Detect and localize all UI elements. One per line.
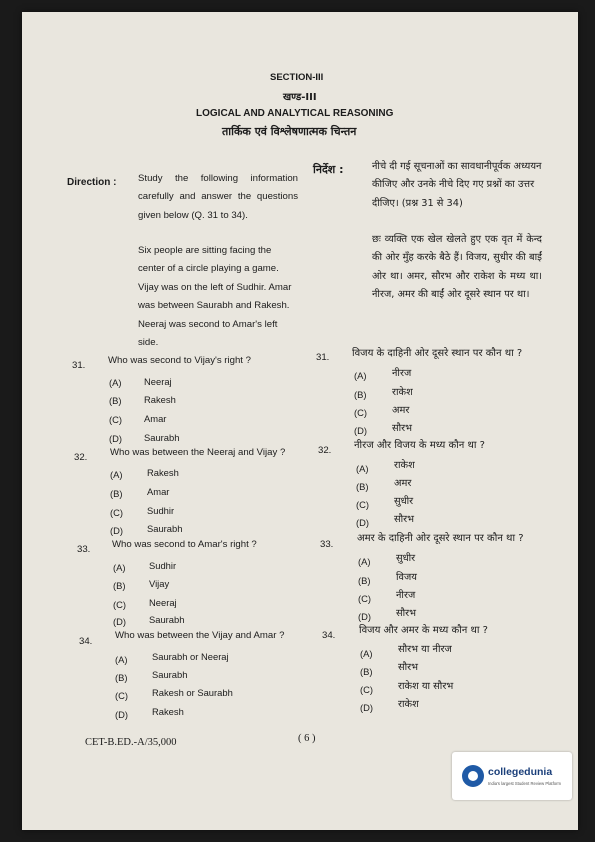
question-number: 31. — [316, 352, 330, 363]
question-text: विजय के दाहिनी ओर दूसरे स्थान पर कौन था ? — [352, 348, 523, 359]
option-label: (B) — [358, 575, 371, 586]
option-text: Rakesh — [147, 467, 179, 478]
option-text: विजय — [396, 572, 417, 583]
option-text: Vijay — [149, 578, 170, 589]
title-hi: तार्किक एवं विश्लेषणात्मक चिन्तन — [222, 125, 357, 138]
option-label: (D) — [110, 525, 124, 536]
option-label: (B) — [360, 666, 373, 677]
option-label: (B) — [113, 580, 126, 591]
option-label: (D) — [113, 616, 127, 627]
paper-code: CET-B.ED.-A/35,000 — [85, 737, 177, 748]
option-text: Saurabh — [149, 614, 185, 625]
option-text: अमर — [394, 478, 412, 489]
option-label: (B) — [354, 389, 367, 400]
option-text: Amar — [147, 486, 170, 497]
direction-text-hi: नीचे दी गई सूचनाओं का सावधानीपूर्वक अध्ययन कीजिए और उनके नीचे दिए गए प्रश्नों का उत्तर दीजिए। (प्रश्न 31 से 34) — [372, 161, 542, 209]
option-label: (A) — [109, 377, 122, 388]
section-heading-en: SECTION-III — [270, 72, 324, 83]
option-label: (B) — [110, 488, 123, 499]
collegedunia-logo-icon — [462, 765, 484, 787]
option-text: Saurabh — [152, 669, 188, 680]
option-text: नीरज — [392, 368, 412, 379]
question-number: 31. — [72, 360, 86, 371]
option-label: (B) — [109, 395, 122, 406]
question-number: 33. — [320, 539, 334, 550]
option-label: (C) — [113, 599, 127, 610]
option-label: (D) — [356, 517, 370, 528]
option-text: Rakesh — [144, 394, 176, 405]
option-label: (C) — [358, 593, 372, 604]
option-label: (A) — [354, 370, 367, 381]
option-label: (A) — [110, 469, 123, 480]
question-text: Who was second to Amar's right ? — [112, 539, 257, 550]
option-text: सौरभ या नीरज — [398, 644, 452, 655]
option-label: (A) — [115, 654, 128, 665]
option-text: Saurabh or Neeraj — [152, 651, 229, 662]
question-number: 32. — [74, 452, 88, 463]
watermark-tagline: India's largest Student Review Platform — [488, 781, 561, 786]
option-text: Neeraj — [144, 376, 172, 387]
option-text: सौरभ — [398, 662, 419, 673]
watermark-brand: collegedunia — [488, 766, 553, 778]
option-label: (D) — [109, 433, 123, 444]
question-text: विजय और अमर के मध्य कौन था ? — [359, 625, 488, 636]
question-text: अमर के दाहिनी ओर दूसरे स्थान पर कौन था ? — [357, 533, 524, 544]
option-text: Sudhir — [149, 560, 177, 571]
option-label: (D) — [358, 611, 372, 622]
option-text: सुधीर — [394, 496, 414, 507]
option-text: Rakesh or Saurabh — [152, 687, 233, 698]
option-text: राकेश — [394, 460, 415, 471]
question-text: Who was between the Vijay and Amar ? — [115, 630, 285, 641]
option-label: (C) — [110, 507, 124, 518]
direction-label-hi: निर्देश : — [313, 163, 344, 176]
passage-hi: छः व्यक्ति एक खेल खेलते हुए एक वृत में केन्द की ओर मुँह करके बैठे हैं। विजय, सुधीर की बाईं ओर था। अमर, सौरभ और राकेश के मध्य था। नीरज, अमर की बाईं ओर दूसरे स्थान पर था। — [372, 234, 542, 301]
option-text: Sudhir — [147, 505, 175, 516]
option-label: (A) — [356, 463, 369, 474]
option-text: सुधीर — [396, 553, 416, 564]
option-text: नीरज — [396, 590, 416, 601]
question-text: नीरज और विजय के मध्य कौन था ? — [354, 440, 485, 451]
passage-en: Six people are sitting facing the center of a circle playing a game. Vijay was on the left of Sudhir. Amar was between Saurabh and Rakesh. Neeraj was second to Amar's left side. — [138, 245, 292, 349]
collegedunia-watermark — [452, 752, 572, 800]
option-label: (C) — [354, 407, 368, 418]
option-text: राकेश — [392, 387, 413, 398]
option-label: (D) — [354, 425, 368, 436]
section-heading-hi: खण्ड-III — [283, 92, 317, 103]
option-label: (A) — [358, 556, 371, 567]
option-label: (C) — [356, 499, 370, 510]
option-label: (C) — [360, 684, 374, 695]
question-text: Who was between the Neeraj and Vijay ? — [110, 447, 286, 458]
option-label: (B) — [356, 481, 369, 492]
option-text: Amar — [144, 413, 167, 424]
option-label: (C) — [109, 414, 123, 425]
page-number: ( 6 ) — [298, 733, 316, 744]
option-text: Saurabh — [147, 523, 183, 534]
direction-label-en: Direction : — [67, 177, 117, 188]
question-number: 34. — [322, 630, 336, 641]
option-text: सौरभ — [392, 423, 413, 434]
option-text: राकेश — [398, 699, 419, 710]
option-label: (B) — [115, 672, 128, 683]
option-label: (A) — [360, 648, 373, 659]
direction-text-en: Study the following information carefully and answer the questions given below (Q. 31 to 34). — [138, 173, 298, 221]
option-text: सौरभ — [396, 608, 417, 619]
option-text: Saurabh — [144, 432, 180, 443]
question-number: 33. — [77, 544, 91, 555]
option-label: (D) — [115, 709, 129, 720]
option-label: (A) — [113, 562, 126, 573]
option-text: Rakesh — [152, 706, 184, 717]
question-number: 32. — [318, 445, 332, 456]
title-en: LOGICAL AND ANALYTICAL REASONING — [196, 108, 394, 119]
option-text: अमर — [392, 405, 410, 416]
option-text: सौरभ — [394, 514, 415, 525]
option-label: (C) — [115, 690, 129, 701]
option-text: Neeraj — [149, 597, 177, 608]
option-label: (D) — [360, 702, 374, 713]
question-number: 34. — [79, 636, 93, 647]
question-text: Who was second to Vijay's right ? — [108, 355, 251, 366]
option-text: राकेश या सौरभ — [398, 681, 454, 692]
